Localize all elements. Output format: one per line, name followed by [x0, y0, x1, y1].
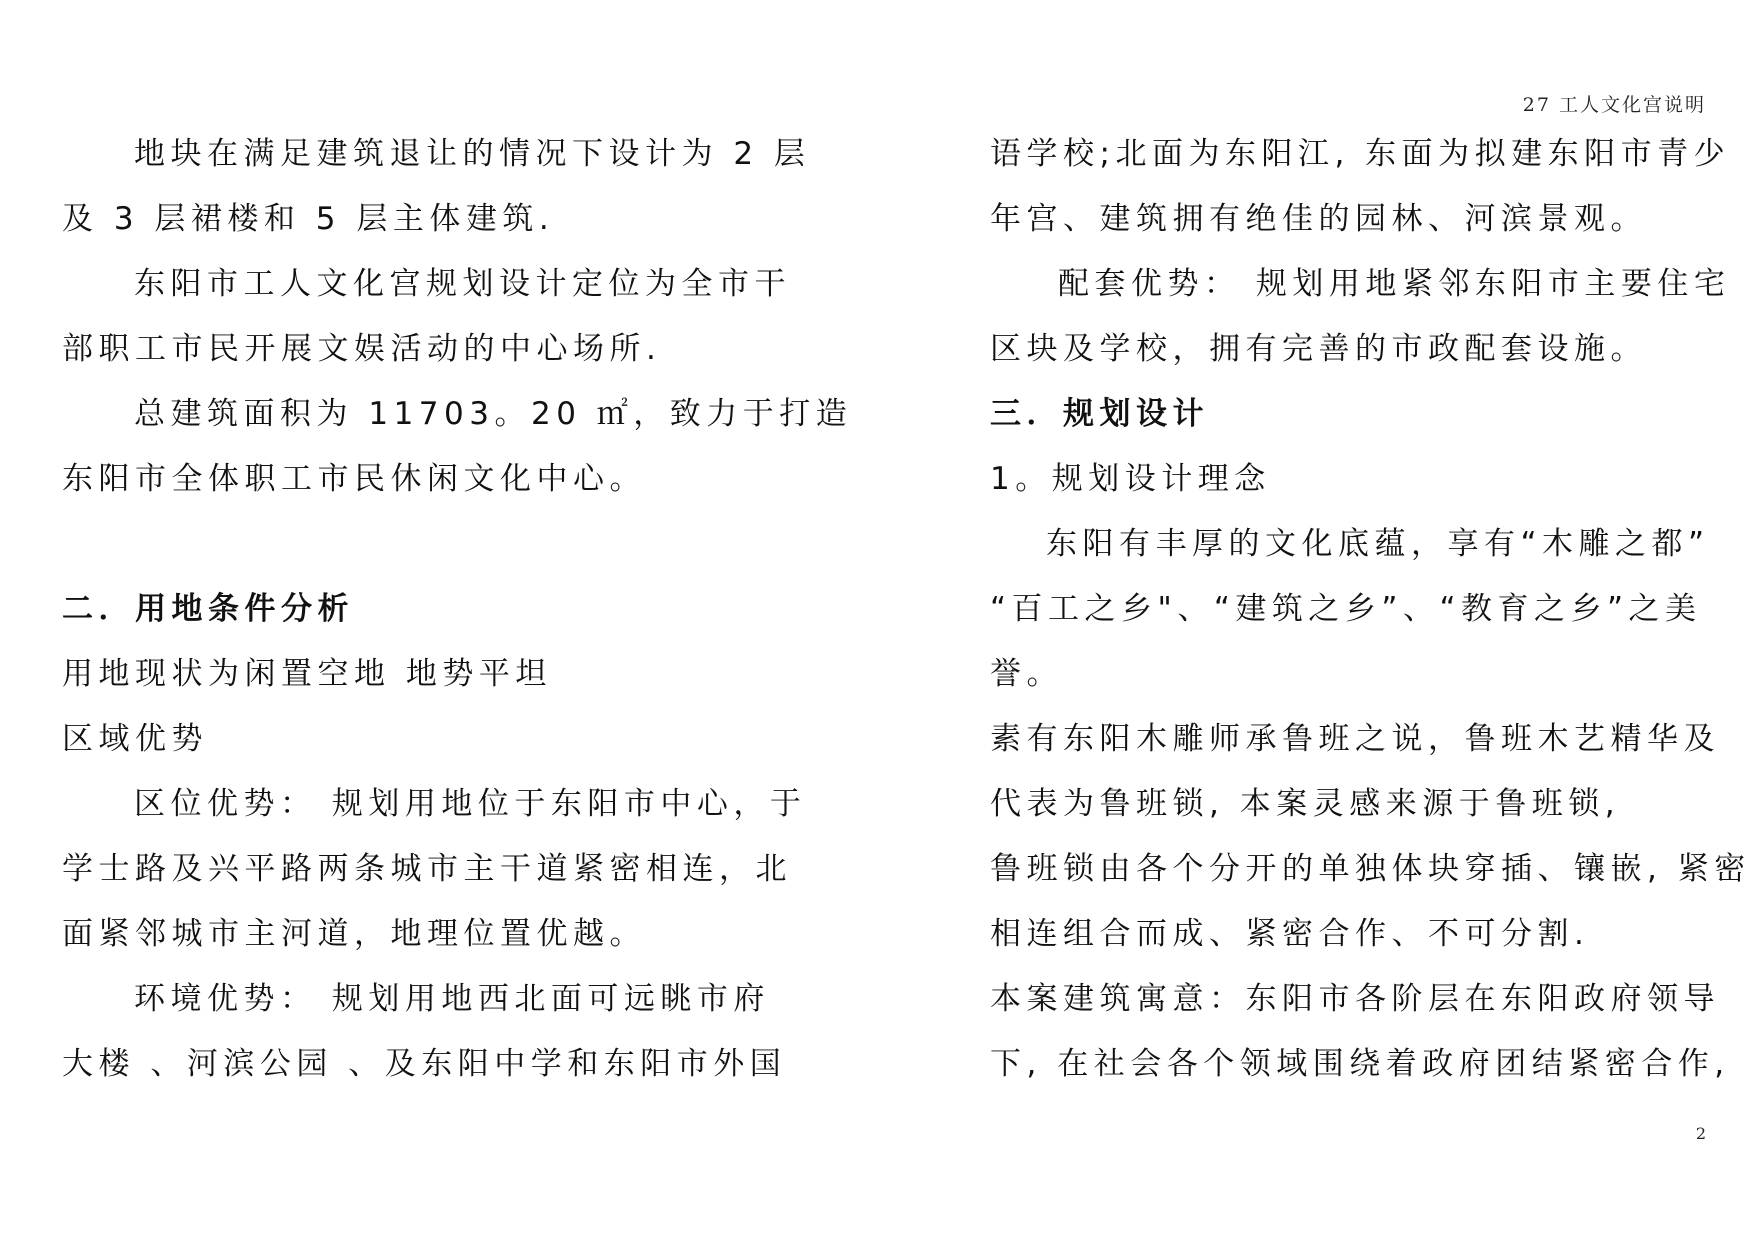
paragraph-line: 总建筑面积为 11703。20 ㎡，致力于打造 [134, 396, 853, 432]
left-column [62, 122, 853, 1097]
paragraph-line: 大楼 、河滨公园 、及东阳中学和东阳市外国 [62, 1046, 787, 1082]
paragraph-line: 本案建筑寓意：东阳市各阶层在东阳政府领导 [990, 981, 1720, 1017]
document-header: 27 工人文化宫说明 [1522, 94, 1706, 116]
paragraph-line: 语学校;北面为东阳江, 东面为拟建东阳市青少 [990, 136, 1731, 172]
paragraph-line: 下, 在社会各个领域围绕着政府团结紧密合作, [990, 1046, 1730, 1082]
paragraph-line: 东阳市全体职工市民休闲文化中心。 [62, 461, 646, 497]
paragraph-line: 东阳市工人文化宫规划设计定位为全市干 [134, 266, 791, 302]
subheading: 区域优势 [62, 721, 208, 757]
section-heading: 二．用地条件分析 [62, 591, 354, 627]
paragraph-line: 相连组合而成、紧密合作、不可分割. [990, 916, 1590, 952]
paragraph-line: 誉。 [990, 656, 1063, 692]
paragraph-line: 素有东阳木雕师承鲁班之说，鲁班木艺精华及 [990, 721, 1720, 757]
paragraph-line: 年宫、建筑拥有绝佳的园林、河滨景观。 [990, 201, 1647, 237]
section-heading: 三．规划设计 [990, 396, 1209, 432]
paragraph-line: 配套优势： 规划用地紧邻东阳市主要住宅 [1058, 266, 1731, 302]
subheading: 1。规划设计理念 [990, 461, 1271, 497]
paragraph-line: 区位优势： 规划用地位于东阳市中心，于 [134, 786, 807, 822]
paragraph-line: 区块及学校，拥有完善的市政配套设施。 [990, 331, 1647, 367]
paragraph-line: 面紧邻城市主河道，地理位置优越。 [62, 916, 646, 952]
paragraph-line: 东阳有丰厚的文化底蕴，享有“木雕之都” [1046, 526, 1710, 562]
paragraph-line: 及 3 层裙楼和 5 层主体建筑. [62, 201, 555, 237]
page-number: 2 [1695, 1124, 1706, 1143]
paragraph-line: 环境优势： 规划用地西北面可远眺市府 [134, 981, 770, 1017]
paragraph-line: 代表为鲁班锁, 本案灵感来源于鲁班锁, [990, 786, 1621, 822]
paragraph-line: 用地现状为闲置空地 地势平坦 [62, 656, 552, 692]
paragraph-line: 学士路及兴平路两条城市主干道紧密相连，北 [62, 851, 792, 887]
spacer [62, 512, 802, 577]
paragraph-line: 鲁班锁由各个分开的单独体块穿插、镶嵌, 紧密 [990, 851, 1751, 887]
paragraph-line: “百工之乡"、“建筑之乡”、“教育之乡”之美 [990, 591, 1702, 627]
paragraph-line: 地块在满足建筑退让的情况下设计为 2 层 [134, 136, 811, 172]
paragraph-line: 部职工市民开展文娱活动的中心场所. [62, 331, 662, 367]
right-column [990, 122, 1751, 1097]
